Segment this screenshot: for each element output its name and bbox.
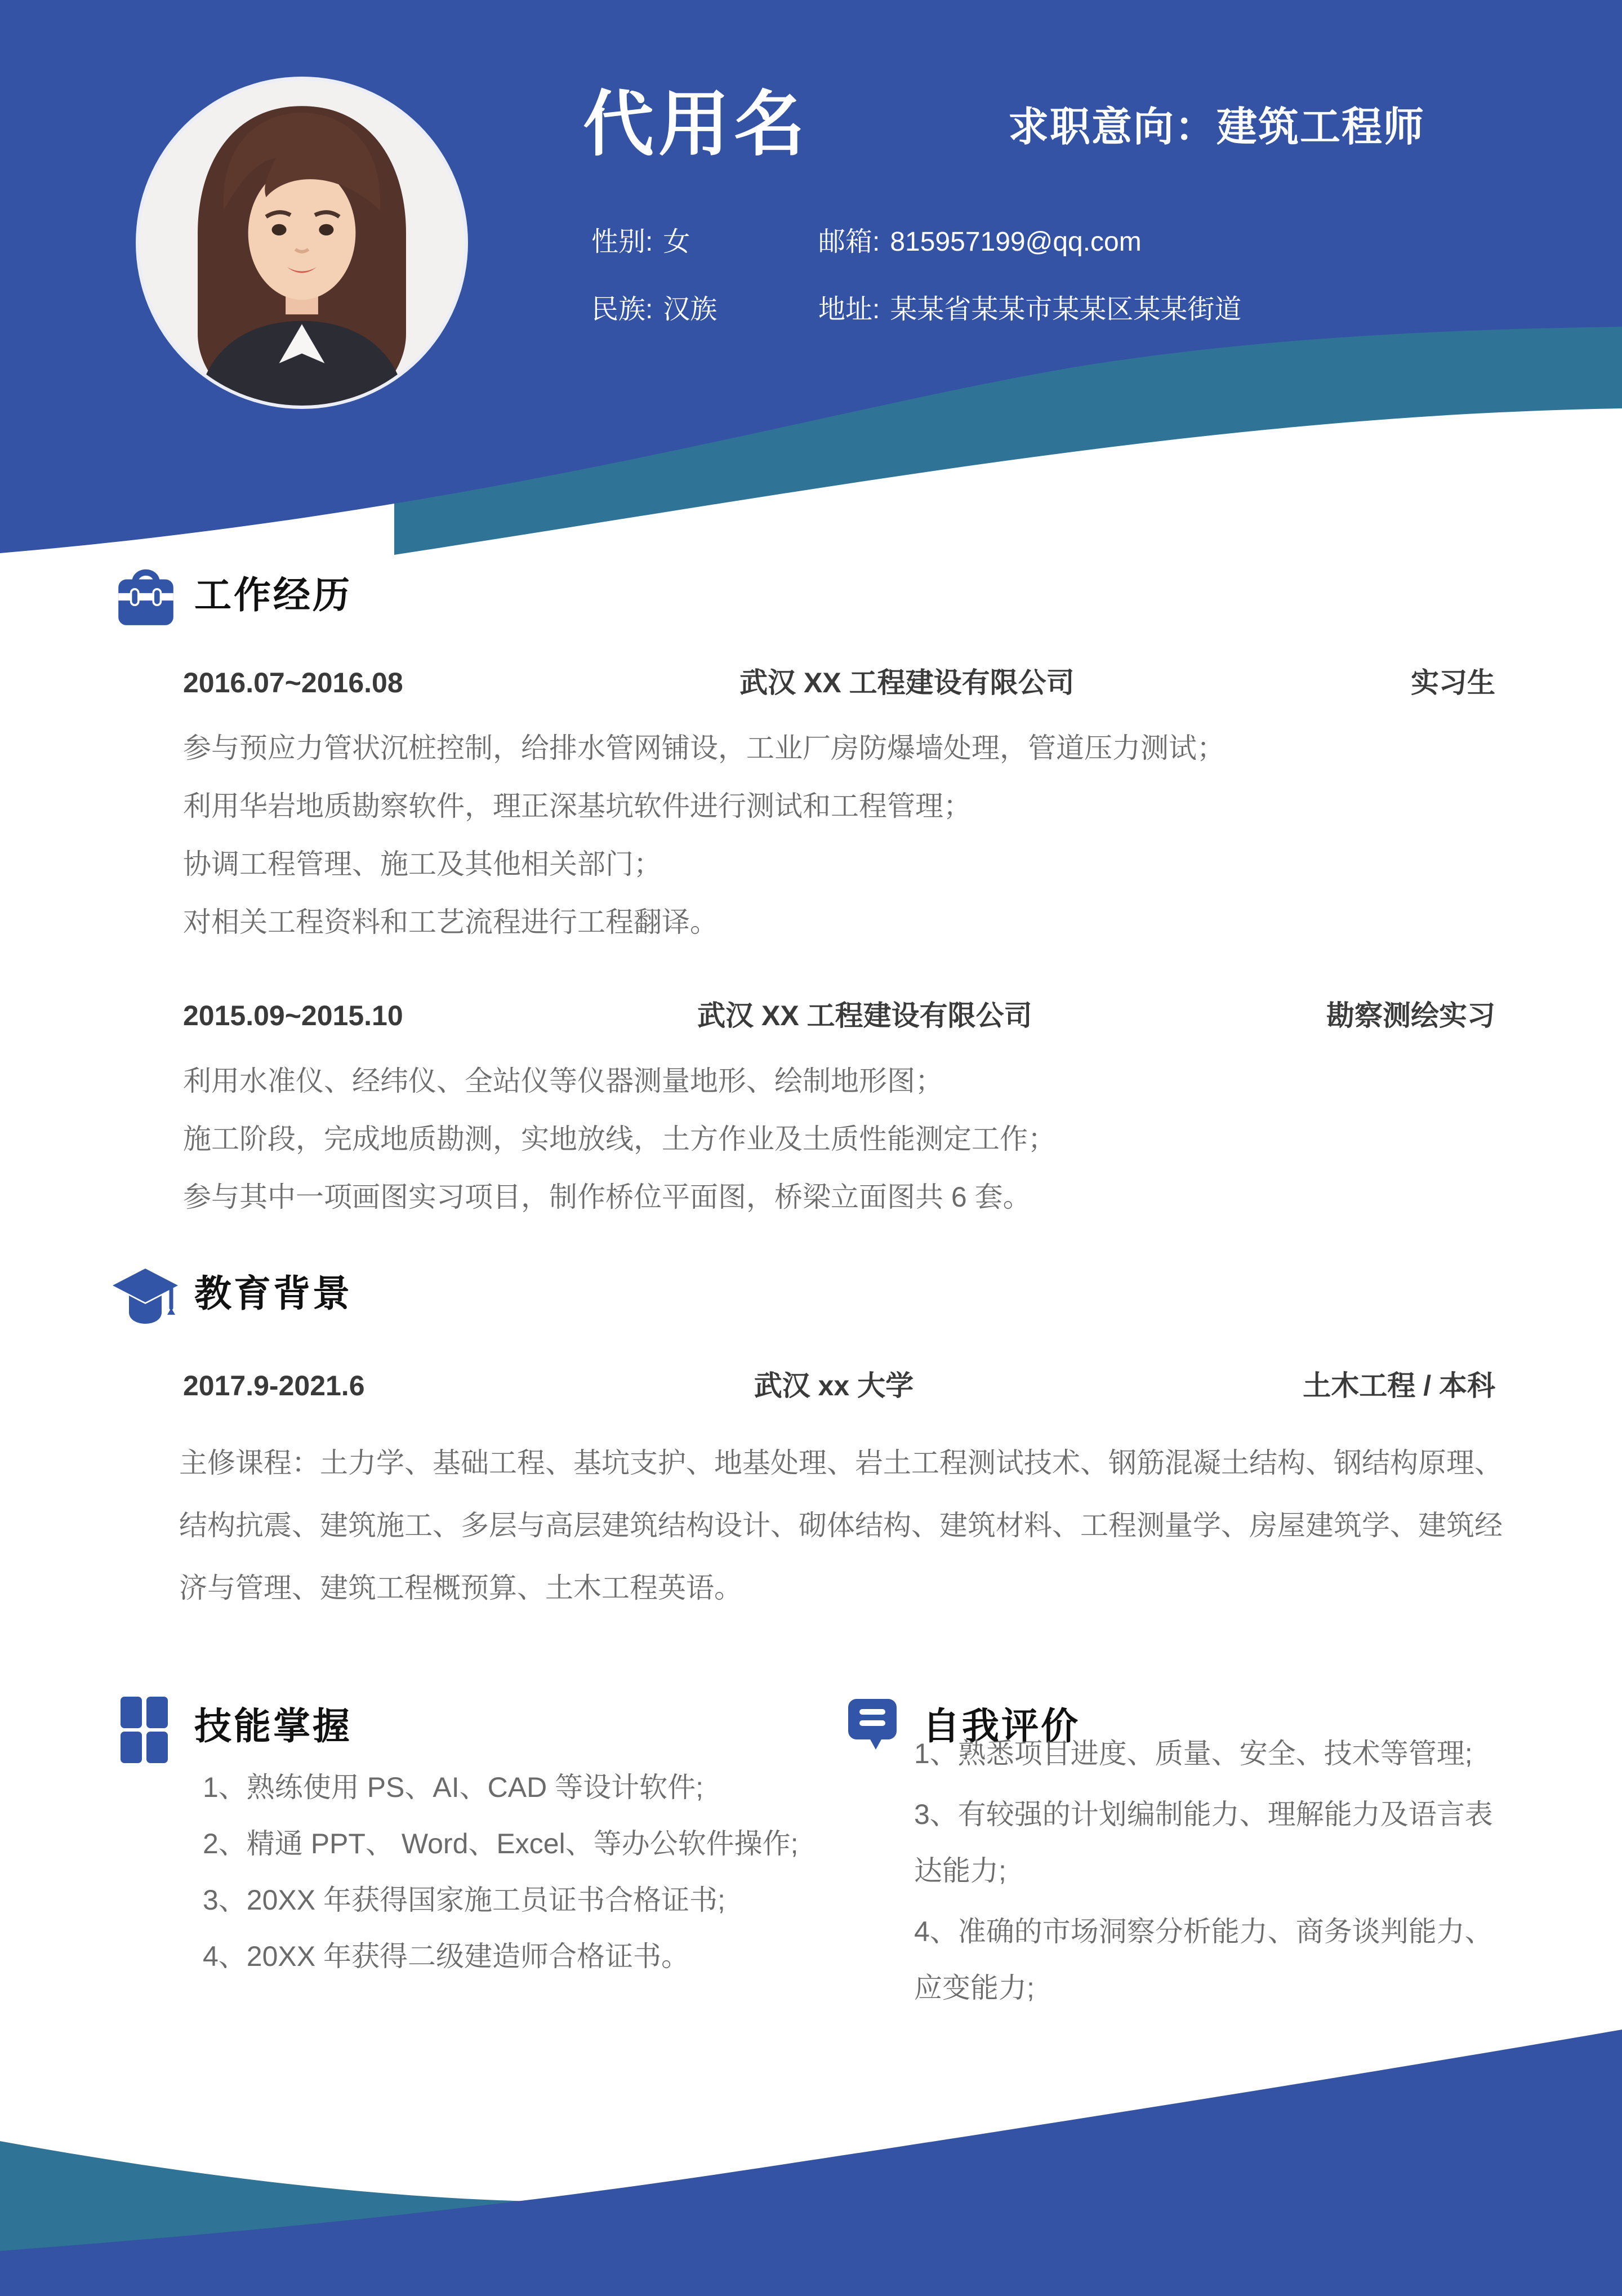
- work-entry-1-date: 2016.07~2016.08: [183, 667, 403, 698]
- skills-list: [203, 1759, 850, 1984]
- skills-section-title: 技能掌握: [194, 1705, 352, 1747]
- skill-item: 4、20XX 年获得二级建造师合格证书。: [203, 1941, 690, 1972]
- info-gender: [591, 226, 690, 258]
- info-gender-value: 女: [663, 227, 690, 257]
- work-entry-2-date: 2015.09~2015.10: [183, 1000, 403, 1031]
- profile-photo: [139, 80, 465, 406]
- evaluation-item: 4、准确的市场洞察分析能力、商务谈判能力、应变能力;: [914, 1916, 1493, 2004]
- info-email: [818, 226, 1142, 258]
- work-entry-1-company: 武汉 XX 工程建设有限公司: [739, 667, 1075, 698]
- work-entry-1-role: 实习生: [1410, 667, 1495, 698]
- info-email-label: 邮箱:: [818, 227, 880, 257]
- education-school: 武汉 xx 大学: [754, 1370, 914, 1401]
- work-entry-1-line: 利用华岩地质勘察软件，理正深基坑软件进行测试和工程管理；: [183, 790, 972, 822]
- info-email-value: 815957199@qq.com: [890, 227, 1142, 257]
- education-entry-head: [183, 1363, 1495, 1404]
- work-entry-2-line: 施工阶段，完成地质勘测，实地放线，土方作业及土质性能测定工作；: [183, 1123, 1056, 1155]
- work-entry-1-line: 协调工程管理、施工及其他相关部门；: [183, 848, 662, 880]
- info-address: [818, 294, 1241, 326]
- info-address-label: 地址:: [818, 295, 880, 324]
- info-ethnicity-label: 民族:: [591, 295, 653, 324]
- work-section-title: 工作经历: [194, 574, 352, 616]
- job-intention: 求职意向：建筑工程师: [1008, 105, 1425, 150]
- work-entry-2-role: 勘察测绘实习: [1326, 1000, 1495, 1031]
- work-entry-1-line: 对相关工程资料和工艺流程进行工程翻译。: [183, 906, 718, 938]
- education-date: 2017.9-2021.6: [183, 1370, 365, 1401]
- work-entry-1-description: [183, 719, 1501, 951]
- skill-item: 3、20XX 年获得国家施工员证书合格证书;: [203, 1884, 725, 1916]
- work-entry-2-line: 利用水准仪、经纬仪、全站仪等仪器测量地形、绘制地形图；: [183, 1065, 943, 1097]
- work-entry-1-line: 参与预应力管状沉桩控制，给排水管网铺设，工业厂房防爆墙处理，管道压力测试；: [183, 732, 1225, 764]
- work-entry-2-description: [183, 1052, 1501, 1226]
- education-major: 土木工程 / 本科: [1303, 1370, 1495, 1401]
- info-ethnicity-value: 汉族: [663, 295, 718, 324]
- work-entry-2-head: [183, 993, 1495, 1034]
- work-entry-2-company: 武汉 XX 工程建设有限公司: [697, 1000, 1032, 1031]
- graduation-cap-icon: [110, 1261, 181, 1331]
- grid-icon: [119, 1694, 169, 1765]
- education-section-title: 教育背景: [194, 1272, 352, 1314]
- candidate-name: 代用名: [583, 84, 809, 164]
- info-ethnicity: [591, 294, 717, 326]
- evaluation-item: 1、熟悉项目进度、质量、安全、技术等管理;: [914, 1738, 1473, 1769]
- footer-blue-wave: [0, 2030, 1622, 2296]
- skill-item: 2、精通 PPT、 Word、Excel、等办公软件操作;: [203, 1828, 799, 1859]
- evaluation-item: 3、有较强的计划编制能力、理解能力及语言表达能力;: [914, 1799, 1493, 1886]
- chat-bubble-icon: [847, 1696, 900, 1757]
- info-address-value: 某某省某某市某某区某某街道: [890, 295, 1242, 324]
- evaluation-list: [914, 1725, 1504, 2021]
- work-entry-2-line: 参与其中一项画图实习项目，制作桥位平面图，桥梁立面图共 6 套。: [183, 1181, 1031, 1213]
- evaluation-section-title: 自我评价: [923, 1705, 1080, 1747]
- skill-item: 1、熟练使用 PS、AI、CAD 等设计软件;: [203, 1772, 703, 1803]
- briefcase-icon: [112, 562, 180, 631]
- education-courses: 主修课程：土力学、基础工程、基坑支护、地基处理、岩土工程测试技术、钢筋混凝土结构、钢结构原理、结构抗震、建筑施工、多层与高层建筑结构设计、砌体结构、建筑材料、工程测量学、房屋建筑学、建筑经济与管理、建筑工程概预算、土木工程英语。: [179, 1447, 1503, 1604]
- work-entry-1-head: [183, 660, 1495, 701]
- info-gender-label: 性别:: [591, 227, 653, 257]
